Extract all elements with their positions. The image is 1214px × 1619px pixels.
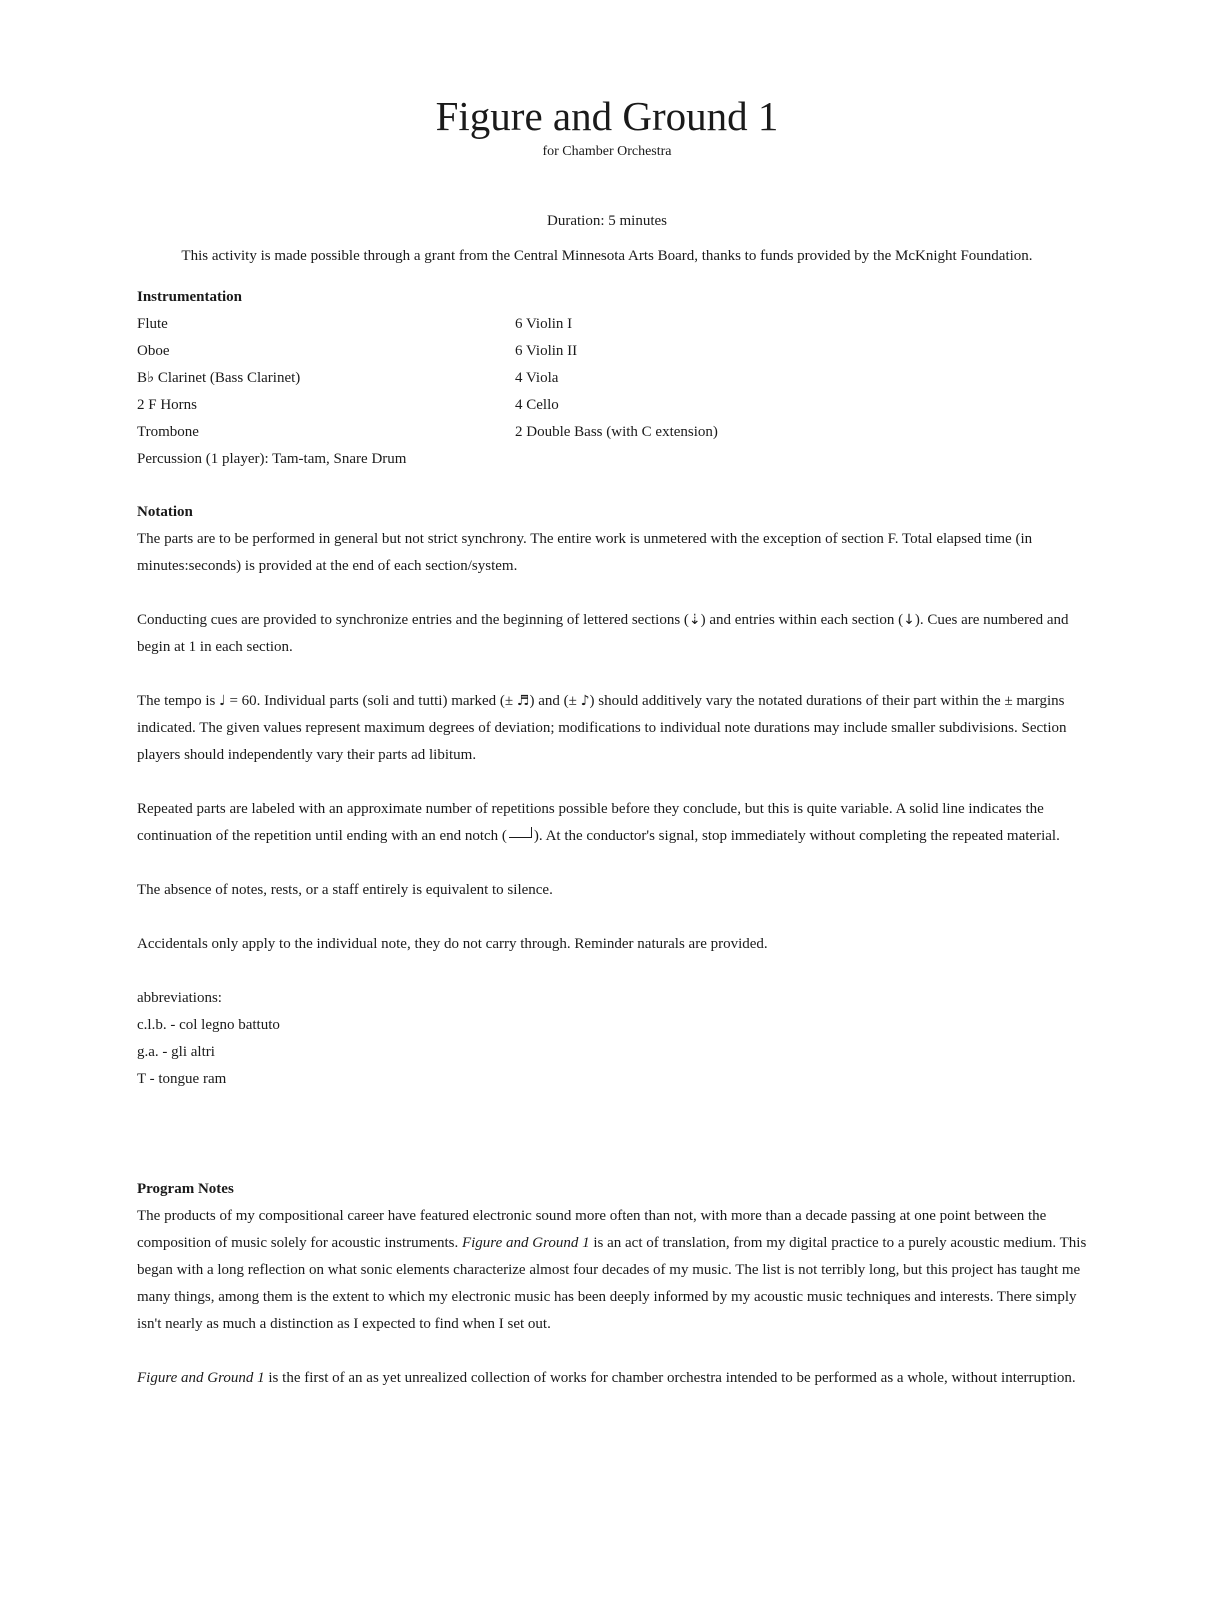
instrument-wind: Oboe [137, 343, 170, 359]
page-title: Figure and Ground 1 [435, 93, 779, 139]
instrument-string: 6 Violin I [515, 316, 573, 332]
abbreviation-item: T - tongue ram [137, 1071, 227, 1087]
abbreviation-item: c.l.b. - col legno battuto [137, 1017, 280, 1033]
instrument-string: 2 Double Bass (with C extension) [515, 424, 718, 440]
notation-paragraph: The absence of notes, rests, or a staff entirely is equivalent to silence. [137, 882, 553, 898]
work-title: Figure and Ground 1 [137, 1370, 265, 1386]
instrument-string: 6 Violin II [515, 343, 578, 359]
instrument-percussion: Percussion (1 player): Tam-tam, Snare Drum [137, 451, 407, 467]
program-notes-section [137, 1176, 1092, 1392]
program-notes-paragraph: The products of my compositional career have featured electronic sound more often than not, with more than a decade passing at one point between the composition of music solely for acoustic instruments. Figure and Ground 1 is an act of translation, from my digital practice to a purely acoustic medium. This began with a long reflection on what sonic elements characterize almost four decades of my music. The list is not terribly long, but this project has taught me many things, among them is the extent to which my electronic music has been deeply informed by my acoustic music techniques and interests. There simply isn't nearly as much a distinction as I expected to find when I set out. [137, 1208, 1087, 1332]
duration-text: Duration: 5 minutes [547, 213, 667, 229]
instrument-wind: Trombone [137, 424, 199, 440]
section-cue-arrow-icon: ⇣ [688, 612, 701, 628]
notation-paragraph: Accidentals only apply to the individual note, they do not carry through. Reminder naturals are provided. [137, 936, 768, 952]
page-subtitle: for Chamber Orchestra [542, 144, 672, 159]
instrument-string: 4 Cello [515, 397, 559, 413]
instrument-row [137, 419, 1092, 446]
notation-paragraph: The tempo is ♩ = 60. Individual parts (soli and tutti) marked (± ♬) and (± ♪) should additively vary the notated durations of their part within the ± margins indicated. The given values represent maximum degrees of deviation; modifications to individual note durations may include smaller subdivisions. Section players should independently vary their parts ad libitum. [137, 693, 1067, 763]
instrumentation-heading: Instrumentation [137, 289, 243, 305]
notation-paragraph: The parts are to be performed in general but not strict synchrony. The entire work is unmetered with the exception of section F. Total elapsed time (in minutes:seconds) is provided at the end of each section/system. [137, 531, 1033, 574]
program-notes-paragraph: Figure and Ground 1 is the first of an as yet unrealized collection of works for chamber orchestra intended to be performed as a whole, without interruption. [137, 1370, 1076, 1386]
end-notch-icon [509, 827, 532, 838]
abbreviations-heading: abbreviations: [137, 990, 222, 1006]
notation-paragraph: Conducting cues are provided to synchronize entries and the beginning of lettered sections (⇣) and entries within each section (↓). Cues are numbered and begin at 1 in each section. [137, 612, 1069, 655]
instrument-row [137, 446, 1092, 473]
instrument-wind: Flute [137, 316, 168, 332]
instrumentation-section [137, 284, 1092, 473]
notation-section [137, 499, 1092, 1093]
instrument-row [137, 338, 1092, 365]
grant-acknowledgement: This activity is made possible through a grant from the Central Minnesota Arts Board, thanks to funds provided by the McKnight Foundation. [181, 248, 1033, 264]
abbreviations-list [137, 985, 1092, 1093]
notation-heading: Notation [137, 504, 193, 520]
instrument-string: 4 Viola [515, 370, 559, 386]
sixteenth-note-icon: ♬ [516, 693, 530, 709]
eighth-note-icon: ♪ [580, 693, 590, 709]
quarter-note-icon: ♩ [219, 693, 226, 709]
instrument-row [137, 392, 1092, 419]
instrument-wind: 2 F Horns [137, 397, 198, 413]
entry-cue-arrow-icon: ↓ [903, 612, 915, 628]
notation-paragraph: Repeated parts are labeled with an approximate number of repetitions possible before they conclude, but this is quite variable. A solid line indicates the continuation of the repetition until ending with an end notch ( ). At the conductor's signal, stop immediately without completing the repeated material. [137, 801, 1060, 844]
work-title: Figure and Ground 1 [461, 1235, 590, 1251]
abbreviation-item: g.a. - gli altri [137, 1044, 215, 1060]
instrument-row [137, 365, 1092, 392]
instrument-wind: B♭ Clarinet (Bass Clarinet) [137, 370, 301, 386]
program-notes-heading: Program Notes [137, 1181, 234, 1197]
instrument-row [137, 311, 1092, 338]
